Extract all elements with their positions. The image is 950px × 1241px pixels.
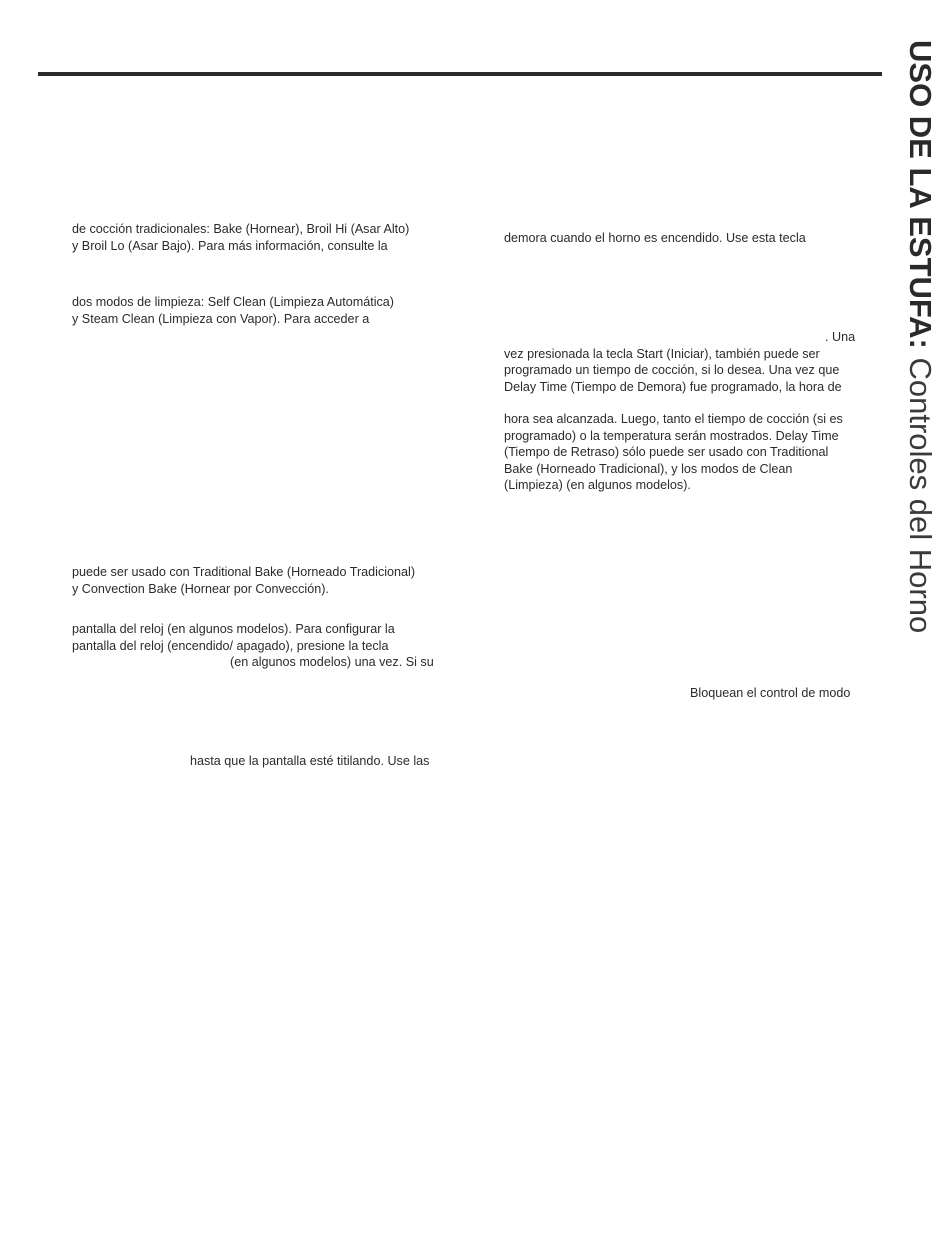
left-paragraph-clean-modes	[72, 294, 394, 327]
right-paragraph-delay-key	[504, 230, 806, 247]
text-line: Delay Time (Tiempo de Demora) fue programado, la hora de	[504, 379, 842, 394]
right-paragraph-delay-usage	[504, 411, 843, 494]
text-line: hora sea alcanzada. Luego, tanto el tiempo de cocción (si es	[504, 412, 843, 426]
text-line: programado) o la temperatura serán mostrados. Delay Time	[504, 428, 839, 443]
text-line: hasta que la pantalla esté titilando. Use las	[190, 754, 430, 768]
text-line: (en algunos modelos) una vez. Si su	[230, 655, 434, 670]
text-line: Bloquean el control de modo	[690, 686, 851, 700]
text-line: puede ser usado con Traditional Bake (Horneado Tradicional)	[72, 565, 416, 579]
right-paragraph-delay-start	[504, 329, 855, 395]
section-title-bold: USO DE LA ESTUFA:	[903, 40, 938, 349]
text-line: (Limpieza) (en algunos modelos).	[504, 478, 691, 493]
left-paragraph-bake-usage	[72, 564, 415, 597]
left-paragraph-blinking	[190, 753, 429, 770]
text-line: programado un tiempo de cocción, si lo desea. Una vez que	[504, 363, 840, 378]
text-line: Bake (Horneado Tradicional), y los modos de Clean	[504, 461, 793, 476]
text-line: pantalla del reloj (en algunos modelos). Para configurar la	[72, 622, 395, 636]
left-paragraph-cooking-modes	[72, 221, 409, 254]
text-line: y Convection Bake (Hornear por Convección).	[72, 581, 329, 596]
text-line: demora cuando el horno es encendido. Use esta tecla	[504, 231, 806, 245]
text-line: . Una	[825, 330, 856, 344]
text-line: (Tiempo de Retraso) sólo puede ser usado con Traditional	[504, 445, 829, 460]
section-title	[897, 40, 943, 655]
text-line: dos modos de limpieza: Self Clean (Limpieza Automática)	[72, 295, 394, 309]
text-line: vez presionada la tecla Start (Iniciar), también puede ser	[504, 346, 820, 361]
text-line: de cocción tradicionales: Bake (Hornear), Broil Hi (Asar Alto)	[72, 222, 410, 236]
left-paragraph-clock-display	[72, 621, 434, 671]
text-line: pantalla del reloj (encendido/ apagado), presione la tecla	[72, 638, 389, 653]
text-line: y Broil Lo (Asar Bajo). Para más información, consulte la	[72, 238, 388, 253]
header-rule	[38, 72, 882, 76]
section-title-light: Controles del Horno	[903, 357, 938, 634]
text-line: y Steam Clean (Limpieza con Vapor). Para acceder a	[72, 311, 370, 326]
right-paragraph-lock	[690, 685, 850, 702]
